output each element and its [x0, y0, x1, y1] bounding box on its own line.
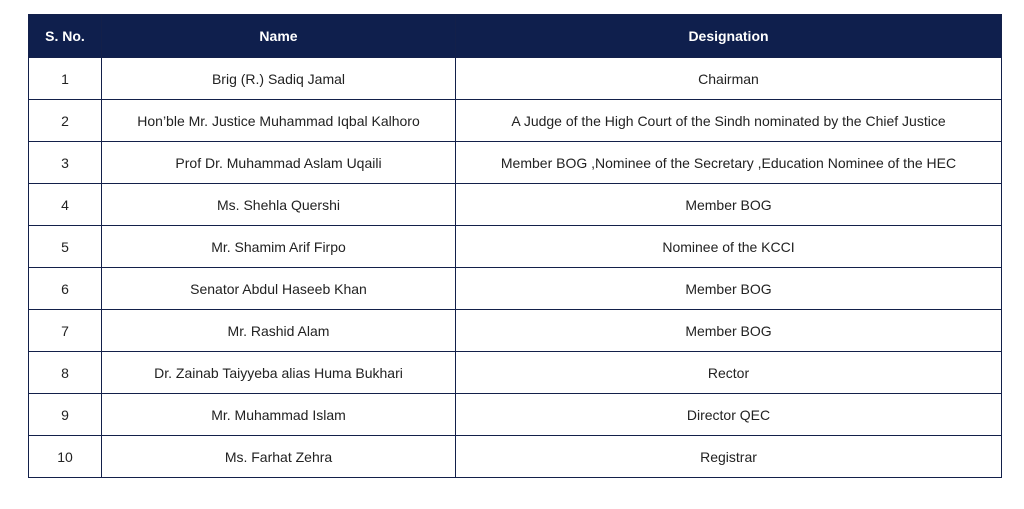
cell-sno: 6 [29, 268, 102, 310]
cell-name: Mr. Muhammad Islam [102, 394, 456, 436]
table-row [29, 58, 1002, 100]
table-body [29, 58, 1002, 478]
table-row [29, 352, 1002, 394]
cell-name: Mr. Rashid Alam [102, 310, 456, 352]
cell-name: Prof Dr. Muhammad Aslam Uqaili [102, 142, 456, 184]
cell-designation: Rector [456, 352, 1002, 394]
cell-name: Mr. Shamim Arif Firpo [102, 226, 456, 268]
header-row [29, 15, 1002, 58]
table-row [29, 100, 1002, 142]
table-header [29, 15, 1002, 58]
cell-designation: Director QEC [456, 394, 1002, 436]
cell-sno: 1 [29, 58, 102, 100]
header-name: Name [102, 15, 456, 58]
cell-sno: 5 [29, 226, 102, 268]
cell-designation: Member BOG [456, 184, 1002, 226]
cell-designation: Member BOG ,Nominee of the Secretary ,Education Nominee of the HEC [456, 142, 1002, 184]
cell-sno: 9 [29, 394, 102, 436]
cell-designation: Member BOG [456, 268, 1002, 310]
cell-name: Ms. Shehla Quershi [102, 184, 456, 226]
cell-designation: Member BOG [456, 310, 1002, 352]
table-row [29, 436, 1002, 478]
cell-name: Dr. Zainab Taiyyeba alias Huma Bukhari [102, 352, 456, 394]
table-row [29, 394, 1002, 436]
table-row [29, 142, 1002, 184]
table-row [29, 184, 1002, 226]
cell-name: Senator Abdul Haseeb Khan [102, 268, 456, 310]
members-table-container [28, 14, 1001, 478]
table-row [29, 268, 1002, 310]
cell-name: Hon’ble Mr. Justice Muhammad Iqbal Kalhoro [102, 100, 456, 142]
cell-designation: Registrar [456, 436, 1002, 478]
header-sno: S. No. [29, 15, 102, 58]
table-row [29, 310, 1002, 352]
cell-sno: 8 [29, 352, 102, 394]
cell-sno: 3 [29, 142, 102, 184]
cell-designation: A Judge of the High Court of the Sindh nominated by the Chief Justice [456, 100, 1002, 142]
members-table [28, 14, 1002, 478]
cell-sno: 7 [29, 310, 102, 352]
cell-sno: 10 [29, 436, 102, 478]
cell-sno: 2 [29, 100, 102, 142]
cell-designation: Nominee of the KCCI [456, 226, 1002, 268]
cell-name: Brig (R.) Sadiq Jamal [102, 58, 456, 100]
header-designation: Designation [456, 15, 1002, 58]
cell-name: Ms. Farhat Zehra [102, 436, 456, 478]
cell-sno: 4 [29, 184, 102, 226]
cell-designation: Chairman [456, 58, 1002, 100]
table-row [29, 226, 1002, 268]
